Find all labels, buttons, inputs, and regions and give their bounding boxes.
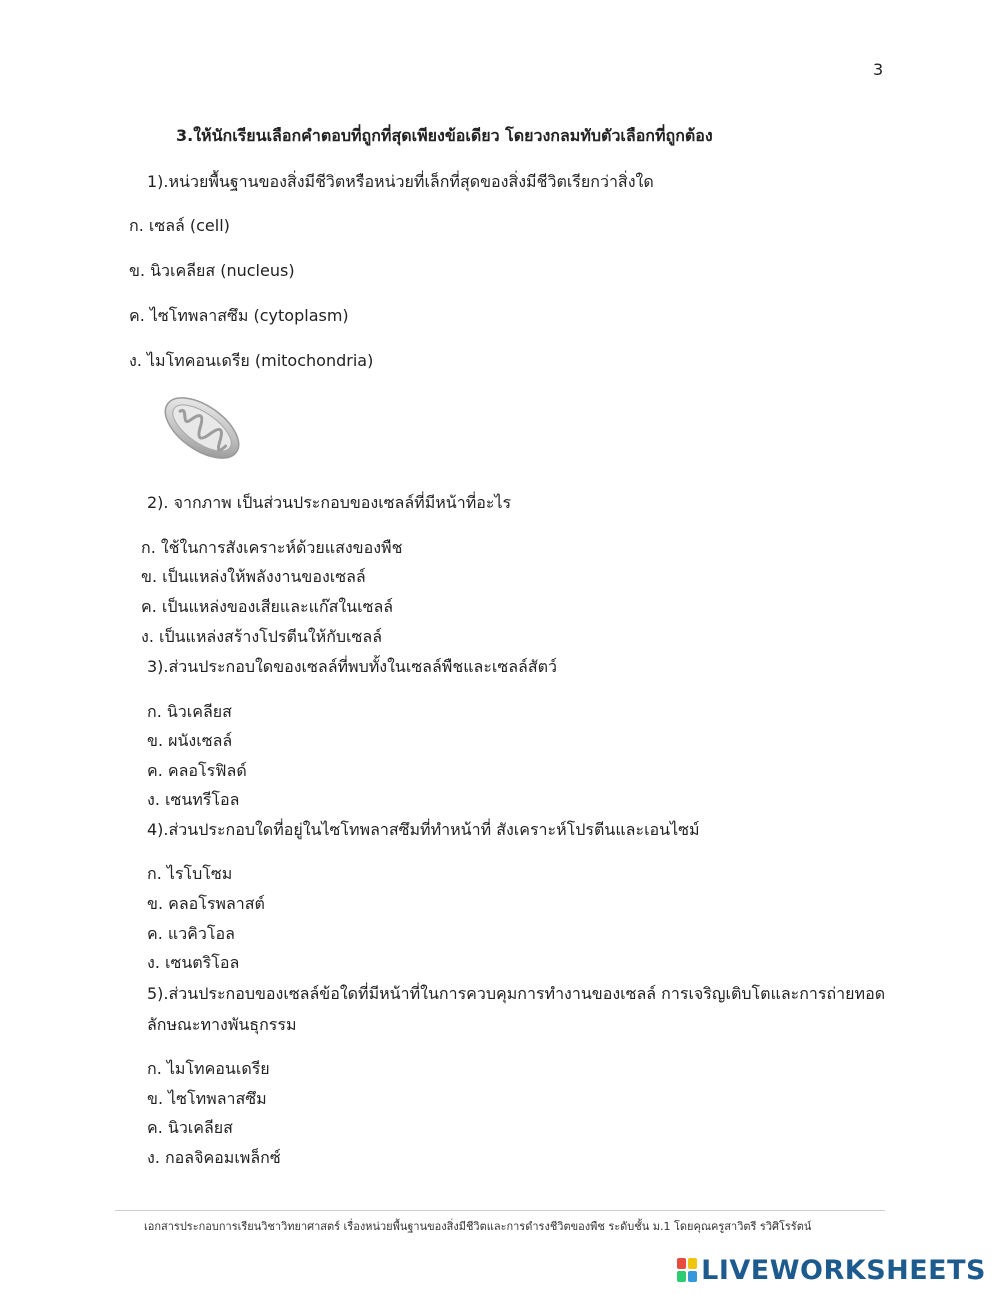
- liveworksheets-brand[interactable]: [677, 1256, 986, 1284]
- q2-option-a[interactable]: ก. ใช้ในการสังเคราะห์ด้วยแสงของพืช: [141, 538, 403, 557]
- page-number: 3: [873, 60, 884, 79]
- q5-option-c[interactable]: ค. นิวเคลียส: [147, 1118, 233, 1137]
- q5-option-a[interactable]: ก. ไมโทคอนเดรีย: [147, 1059, 270, 1078]
- q1-option-b[interactable]: ข. นิวเคลียส (nucleus): [129, 261, 295, 280]
- q3-option-b[interactable]: ข. ผนังเซลล์: [147, 731, 233, 750]
- section-title: 3.ให้นักเรียนเลือกคำตอบที่ถูกที่สุดเพียงข้อเดียว โดยวงกลมทับตัวเลือกที่ถูกต้อง: [176, 126, 713, 145]
- question-3-text: 3).ส่วนประกอบใดของเซลล์ที่พบทั้งในเซลล์พืชและเซลล์สัตว์: [147, 657, 557, 676]
- q4-option-b[interactable]: ข. คลอโรพลาสต์: [147, 894, 265, 913]
- q3-option-d[interactable]: ง. เซนทรีโอล: [147, 790, 240, 809]
- mitochondria-image: [156, 388, 248, 468]
- q2-option-d[interactable]: ง. เป็นแหล่งสร้างโปรตีนให้กับเซลล์: [141, 627, 382, 646]
- question-1-text: 1).หน่วยพื้นฐานของสิ่งมีชีวิตหรือหน่วยที่เล็กที่สุดของสิ่งมีชีวิตเรียกว่าสิ่งใด: [147, 172, 654, 191]
- q2-option-c[interactable]: ค. เป็นแหล่งของเสียและแก๊สในเซลล์: [141, 597, 394, 616]
- question-5-text-line2: ลักษณะทางพันธุกรรม: [147, 1015, 297, 1034]
- question-4-text: 4).ส่วนประกอบใดที่อยู่ในไซโทพลาสซึมที่ทำหน้าที่ สังเคราะห์โปรตีนและเอนไซม์: [147, 820, 700, 839]
- q3-option-a[interactable]: ก. นิวเคลียส: [147, 702, 232, 721]
- q1-option-a[interactable]: ก. เซลล์ (cell): [129, 216, 230, 235]
- question-2-text: 2). จากภาพ เป็นส่วนประกอบของเซลล์ที่มีหน้าที่อะไร: [147, 493, 512, 512]
- q2-option-b[interactable]: ข. เป็นแหล่งให้พลังงานของเซลล์: [141, 567, 366, 586]
- question-5-text: 5).ส่วนประกอบของเซลล์ข้อใดที่มีหน้าที่ในการควบคุมการทำงานของเซลล์ การเจริญเติบโตและการถ่ายทอด: [147, 984, 886, 1003]
- brand-name: LIVEWORKSHEETS: [701, 1254, 986, 1286]
- footer-text: เอกสารประกอบการเรียนวิชาวิทยาศาสตร์ เรื่องหน่วยพื้นฐานของสิ่งมีชีวิตและการดำรงชีวิตของพืช ระดับชั้น ม.1 โดยคุณครูสาวิตรี รวิศิโรรัตน์: [144, 1220, 812, 1233]
- q4-option-a[interactable]: ก. ไรโบโซม: [147, 864, 233, 883]
- liveworksheets-logo-icon: [677, 1258, 697, 1282]
- q4-option-c[interactable]: ค. แวคิวโอล: [147, 924, 235, 943]
- q4-option-d[interactable]: ง. เซนตริโอล: [147, 953, 240, 972]
- q3-option-c[interactable]: ค. คลอโรฟิลด์: [147, 761, 247, 780]
- q1-option-c[interactable]: ค. ไซโทพลาสซึม (cytoplasm): [129, 306, 349, 325]
- footer-divider: [115, 1210, 885, 1211]
- q5-option-b[interactable]: ข. ไซโทพลาสซึม: [147, 1089, 267, 1108]
- q1-option-d[interactable]: ง. ไมโทคอนเดรีย (mitochondria): [129, 351, 374, 370]
- q5-option-d[interactable]: ง. กอลจิคอมเพล็กซ์: [147, 1148, 281, 1167]
